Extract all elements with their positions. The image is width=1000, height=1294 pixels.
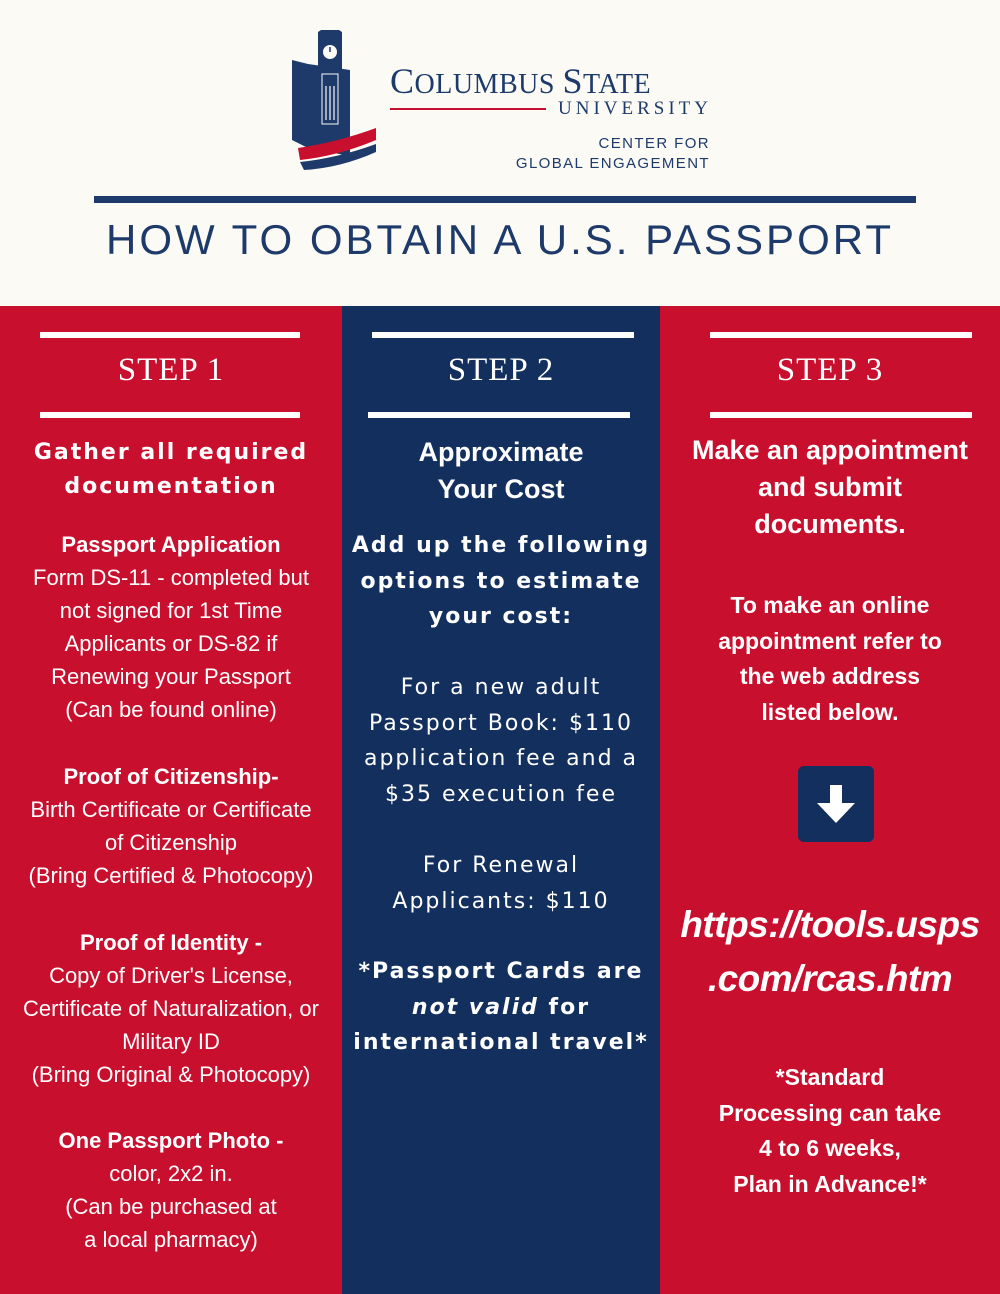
passport-card-note: [342, 954, 660, 1061]
text-line: international travel*: [353, 1030, 649, 1055]
text-line: Add up the following: [351, 533, 651, 558]
appointment-info: [660, 588, 1000, 730]
step1-column: [0, 306, 342, 1294]
logo-name-part: C: [390, 61, 415, 101]
passport-application-title: Passport Application: [61, 532, 281, 557]
logo-name-part: TATE: [582, 69, 652, 100]
university-subtitle: [390, 98, 712, 120]
step2-label: STEP 2: [447, 352, 555, 388]
step2-heading-line: Approximate: [418, 437, 584, 467]
text-line: 4 to 6 weeks,: [759, 1135, 901, 1161]
text-line: (Can be purchased at: [65, 1194, 277, 1219]
page-title: HOW TO OBTAIN A U.S. PASSPORT: [106, 216, 894, 263]
processing-note: [660, 1060, 1000, 1202]
link-line[interactable]: .com/rcas.htm: [707, 958, 953, 999]
text-line: listed below.: [761, 698, 899, 725]
logo-university-text: UNIVERSITY: [558, 98, 712, 119]
logo-name-part: OLUMBUS: [414, 69, 563, 100]
text-line: Applicants: $110: [392, 888, 610, 914]
step3-label: STEP 3: [776, 352, 884, 388]
arrow-down-icon: [798, 766, 874, 842]
step3-top-rule: [710, 332, 972, 338]
text-line: (Bring Certified & Photocopy): [28, 863, 314, 888]
text-line: appointment refer to: [718, 627, 942, 654]
text-line: Processing can take: [718, 1099, 942, 1126]
passport-photo-block: [0, 1124, 342, 1256]
logo-name-part: S: [562, 61, 583, 101]
passport-photo-title: One Passport Photo -: [58, 1128, 284, 1153]
step2-bottom-rule: [368, 412, 630, 418]
text-line: Certificate of Naturalization, or: [23, 996, 319, 1021]
step2-heading: [342, 434, 660, 508]
text-fragment: for: [538, 994, 591, 1020]
step1-heading-line: documentation: [64, 474, 278, 499]
step1-heading-line: Gather all required: [33, 440, 309, 465]
text-line: Form DS-11 - completed but: [33, 565, 309, 590]
university-logo-icon: [288, 30, 380, 176]
text-line: *Standard: [775, 1064, 885, 1090]
text-line: (Can be found online): [65, 697, 277, 722]
proof-of-citizenship-title: Proof of Citizenship-: [63, 764, 279, 789]
arrow-down-glyph: [813, 781, 859, 827]
text-line: $35 execution fee: [385, 781, 617, 807]
step2-intro: [342, 528, 660, 635]
proof-of-identity-title: Proof of Identity -: [79, 930, 263, 955]
text-line: a local pharmacy): [84, 1227, 258, 1252]
proof-of-citizenship-block: [0, 760, 342, 892]
step3-heading: [660, 432, 1000, 543]
step1-top-rule: [40, 332, 300, 338]
text-line: Applicants or DS-82 if: [64, 631, 278, 656]
text-line: color, 2x2 in.: [109, 1161, 233, 1186]
text-line: Passport Book: $110: [369, 710, 633, 736]
text-line: *Passport Cards are: [358, 959, 644, 984]
text-line: To make an online: [730, 592, 930, 618]
link-line[interactable]: https://tools.usps: [680, 904, 980, 945]
text-line: not signed for 1st Time: [59, 598, 283, 623]
step3-heading-line: documents.: [754, 509, 906, 539]
text-line: Copy of Driver's License,: [49, 963, 293, 988]
text-line: Military ID: [122, 1029, 220, 1054]
center-name: [516, 134, 710, 174]
proof-of-identity-block: [0, 926, 342, 1091]
text-line: of Citizenship: [104, 830, 238, 855]
renewal-cost: [342, 848, 660, 919]
text-line: the web address: [739, 663, 921, 689]
text-line: Renewing your Passport: [51, 664, 291, 689]
text-line: Plan in Advance!*: [733, 1170, 927, 1197]
step3-heading-line: and submit: [757, 472, 902, 502]
step2-heading-line: Your Cost: [437, 474, 565, 504]
header-divider: [94, 196, 916, 203]
rcas-link[interactable]: [660, 898, 1000, 1006]
step3-column: [660, 306, 1000, 1294]
text-line: For a new adult: [400, 675, 602, 700]
step1-heading: [0, 436, 342, 504]
logo-divider: [390, 108, 546, 110]
step2-top-rule: [372, 332, 634, 338]
passport-application-block: [0, 528, 342, 726]
center-line-1: CENTER FOR: [598, 135, 710, 152]
text-line: your cost:: [428, 604, 574, 629]
text-line: (Bring Original & Photocopy): [31, 1062, 311, 1087]
step2-column: [342, 306, 660, 1294]
text-line: options to estimate: [360, 568, 642, 594]
text-line: For Renewal: [422, 853, 580, 878]
text-line: [342, 990, 660, 1026]
step3-bottom-rule: [710, 412, 972, 418]
step1-bottom-rule: [40, 412, 300, 418]
text-line: application fee and a: [363, 746, 639, 771]
step1-label: STEP 1: [117, 352, 225, 388]
new-passport-cost: [342, 670, 660, 812]
university-name: [390, 60, 651, 102]
not-valid-emphasis: not valid: [411, 994, 539, 1020]
center-line-2: GLOBAL ENGAGEMENT: [515, 155, 710, 172]
text-line: Birth Certificate or Certificate: [30, 797, 312, 822]
step3-heading-line: Make an appointment: [691, 435, 969, 465]
